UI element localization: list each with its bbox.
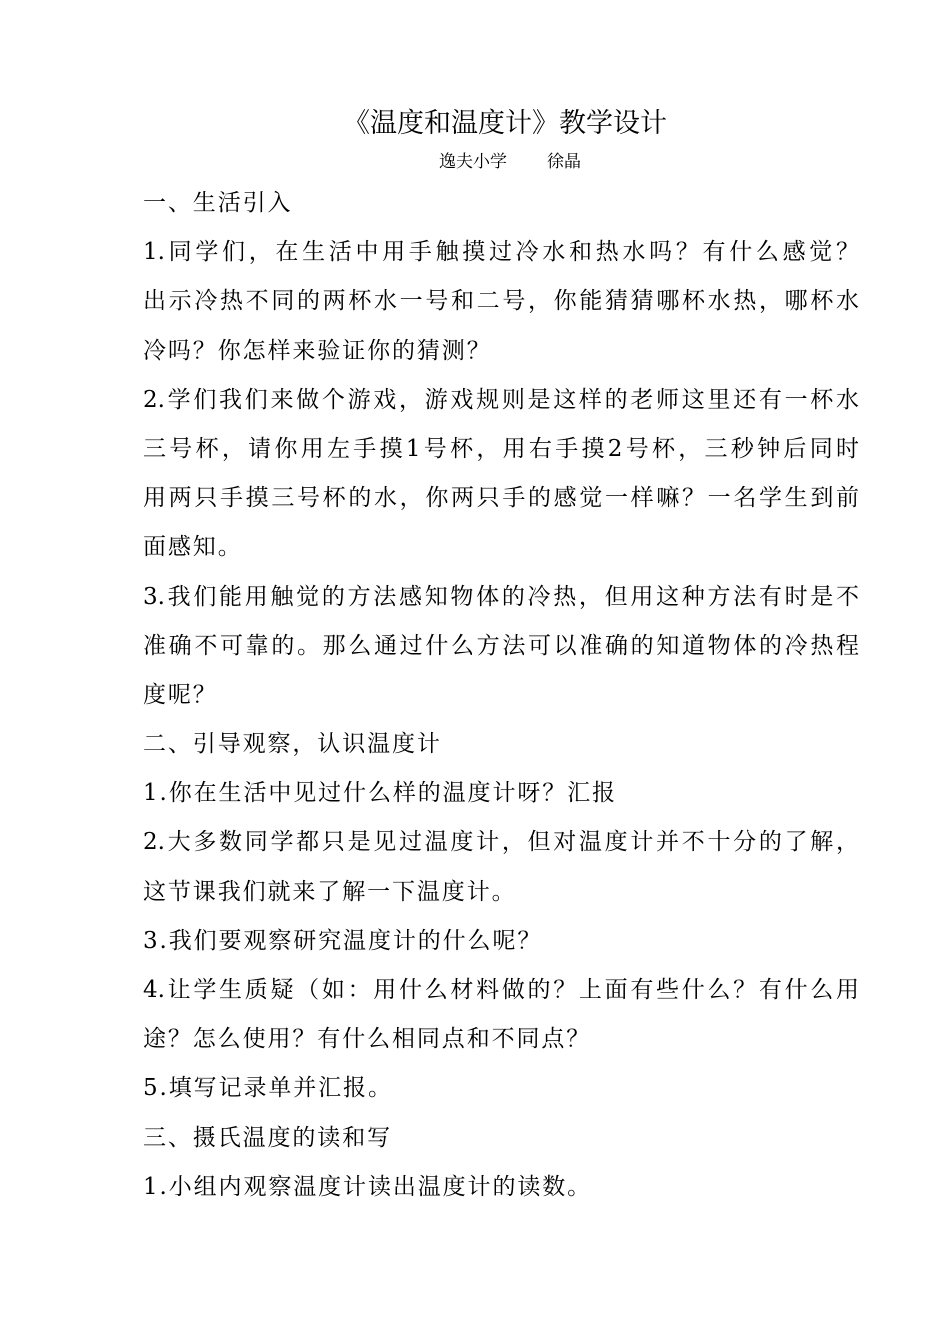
text-line: 一、生活引入	[143, 190, 293, 216]
author-line	[0, 148, 950, 176]
text-line: 面感知。	[143, 534, 243, 561]
text-line: 5.填写记录单并汇报。	[143, 1075, 393, 1102]
text-line: 3.我们能用触觉的方法感知物体的冷热，但用这种方法有时是不	[143, 583, 859, 610]
text-line: 冷吗？你怎样来验证你的猜测？	[143, 337, 492, 364]
text-line: 3.我们要观察研究温度计的什么呢？	[143, 927, 543, 954]
text-line: 三、摄氏温度的读和写	[143, 1124, 392, 1151]
text-line: 三号杯，请你用左手摸1号杯，用右手摸2号杯，三秒钟后同时	[143, 435, 859, 462]
author-name: 徐晶	[547, 152, 581, 172]
text-line: 二、引导观察，认识温度计	[143, 731, 442, 758]
school-name: 逸夫小学	[439, 152, 507, 172]
text-line: 用两只手摸三号杯的水，你两只手的感觉一样嘛？一名学生到前	[143, 485, 859, 512]
text-line: 这节课我们就来了解一下温度计。	[143, 878, 517, 905]
text-line: 2.大多数同学都只是见过温度计，但对温度计并不十分的了解，	[143, 829, 859, 856]
text-line: 2.学们我们来做个游戏，游戏规则是这样的老师这里还有一杯水	[143, 386, 859, 413]
text-line: 4.让学生质疑（如：用什么材料做的？上面有些什么？有什么用	[143, 977, 859, 1003]
text-line: 出示冷热不同的两杯水一号和二号，你能猜猜哪杯水热，哪杯水	[143, 288, 859, 315]
text-line: 1.同学们，在生活中用手触摸过冷水和热水吗？有什么感觉？	[143, 239, 859, 266]
text-line: 途？怎么使用？有什么相同点和不同点？	[143, 1026, 592, 1053]
text-line: 1.你在生活中见过什么样的温度计呀？汇报	[143, 780, 617, 807]
text-line: 度呢？	[143, 681, 218, 708]
document-title: 《温度和温度计》教学设计	[343, 108, 667, 139]
text-line: 准确不可靠的。那么通过什么方法可以准确的知道物体的冷热程	[143, 632, 859, 659]
text-line: 1.小组内观察温度计读出温度计的读数。	[143, 1173, 593, 1200]
document-body	[143, 179, 859, 1212]
